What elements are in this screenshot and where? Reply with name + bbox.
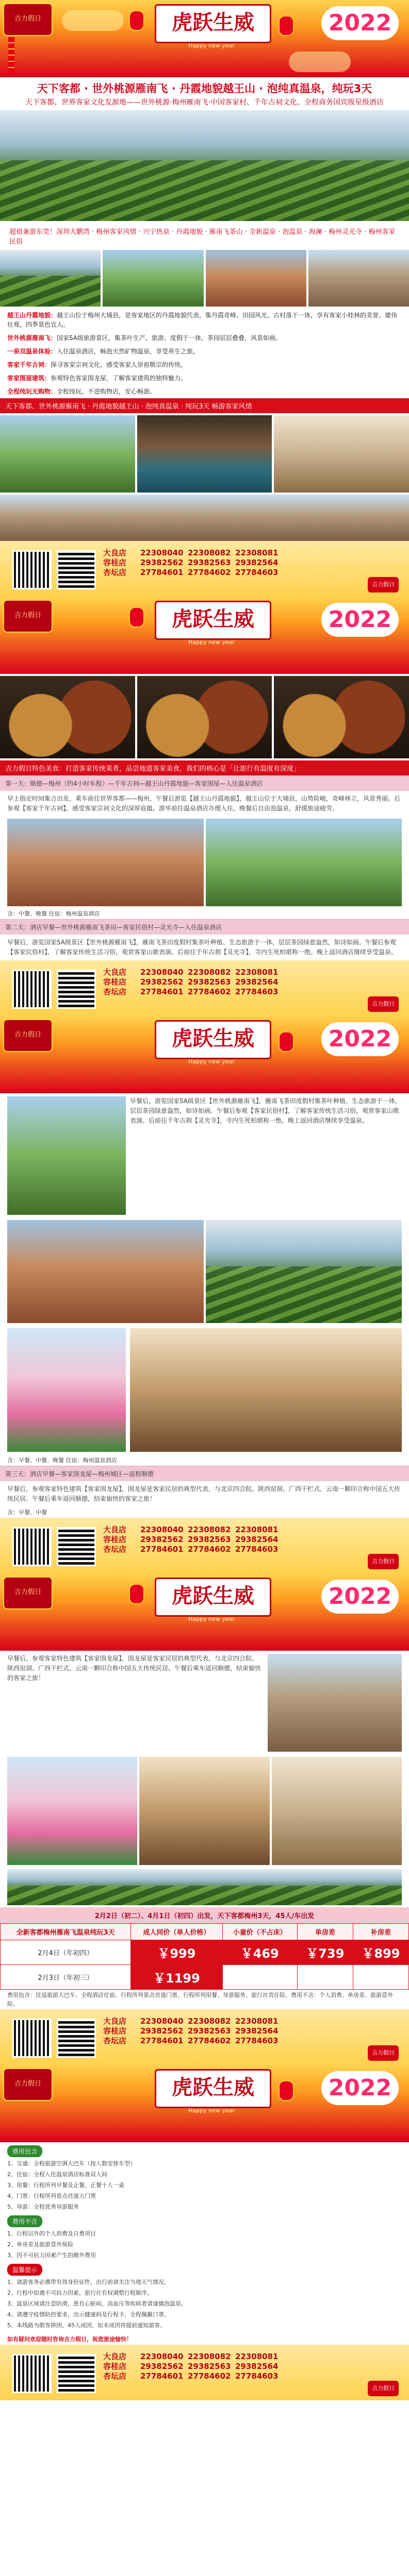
brand-logo: 吉力假日: [368, 2045, 399, 2061]
day1-meals: 含：中餐、晚餐 住宿：梅州温泉酒店: [7, 910, 100, 917]
intro-list: [0, 309, 409, 398]
day3-block: [0, 1651, 409, 1755]
lantern-icon: [129, 10, 144, 31]
lantern-icon: [279, 15, 294, 36]
phone-number[interactable]: 27784602: [188, 987, 231, 996]
price-row: [1, 1940, 409, 1965]
phone-number[interactable]: 22308040: [140, 548, 184, 557]
scenic-photo: [206, 1220, 402, 1323]
store-label: 容桂店: [103, 977, 127, 987]
phone-number[interactable]: 27784602: [188, 2371, 231, 2381]
store-label: 容桂店: [103, 2026, 127, 2036]
food-photos: [0, 674, 409, 760]
contact-footer: [0, 1518, 409, 1573]
day2-meals: 含：早餐、中餐、晚餐 住宿：梅州温泉酒店: [7, 1457, 117, 1464]
brand-badge: 吉力假日: [3, 1577, 53, 1609]
qr-code[interactable]: [57, 2019, 96, 2058]
banner-subtitle: Happy new year: [188, 2107, 235, 2114]
danxia-photo: [7, 819, 204, 906]
brand-logo: 吉力假日: [368, 1554, 399, 1569]
banner-title: 虎跃生威: [155, 1020, 271, 1059]
banner-subtitle: Happy new year: [188, 639, 235, 646]
remind-item: 4、请遵守疫情防控要求，出示健康码及行程卡，全程佩戴口罩。: [7, 2311, 170, 2318]
intro-text: 越王山位于梅州大埔县，是客家地区的丹霞地貌代表，集丹霞奇峰、田园风光、古村落于一体，享有客家小桂林的美誉，雄伟壮观，四季景色宜人。: [7, 312, 398, 328]
day2-block2: [0, 1325, 409, 1455]
brand-logo: 吉力假日: [368, 2381, 399, 2396]
intro-text: 探寻客家宗祠文化，感受客家人崇祖敬宗的传统。: [51, 361, 187, 368]
contact-footer: [0, 2345, 409, 2400]
banner-year: 2022: [321, 2071, 399, 2105]
intro-item: [0, 331, 409, 345]
remind-item: 2、行程中如遇不可抗力因素，旅行社有权调整行程顺序。: [7, 2290, 153, 2296]
festival-banner: [0, 0, 409, 77]
intro-text: 国家5A级旅游景区，集茶叶生产、旅游、度假于一体，茶园层层叠叠，风景如画。: [57, 334, 282, 342]
day1-text: 早上指定时间集合出发，乘车前往世界客都——梅州，午餐后游览【越王山丹霞地貌】，越王山位于大埔县，山势险峻，奇峰林立，风景秀丽。后参观【客家千年古祠】，感受客家宗祠文化的深厚底蕴。游毕前往温泉酒店办理入住，晚餐后自由泡温泉，舒缓旅途疲劳。: [7, 795, 401, 812]
store-label: 大良店: [103, 2016, 127, 2026]
tea-garden-photo: [0, 110, 409, 221]
flower-photo: [7, 1757, 137, 1865]
phone-number[interactable]: 27784602: [188, 1545, 231, 1554]
phone-number[interactable]: 29382563: [188, 558, 231, 567]
phone-number[interactable]: 22308082: [188, 548, 231, 557]
phone-number[interactable]: 29382563: [188, 977, 231, 987]
intro-item: [0, 309, 409, 331]
phone-number[interactable]: 27784601: [140, 2036, 184, 2045]
festival-banner: [0, 2065, 409, 2142]
include-item: 4、门票：行程所列景点首道大门票: [7, 2193, 96, 2199]
store-label: 大良店: [103, 2352, 127, 2361]
remind-item: 5、本线路为散客拼团，45人成团，如未成团将提前通知游客。: [7, 2322, 166, 2329]
phone-number[interactable]: 22308040: [140, 2016, 184, 2026]
food-photo: [274, 676, 409, 758]
hero-title: 天下客都 · 世外桃源雁南飞 · 丹霞地貌越王山 · 泡纯真温泉，纯玩3天: [0, 77, 409, 97]
exclude-heading: 费用不含: [7, 2215, 42, 2227]
phone-number[interactable]: 27784603: [235, 1545, 279, 1554]
qr-code[interactable]: [57, 2354, 96, 2393]
section-notice: [0, 2065, 409, 2345]
phone-table: [103, 548, 283, 578]
temple-photo: [7, 1096, 126, 1215]
banner-year: 2022: [321, 603, 399, 637]
phone-number[interactable]: 27784601: [140, 568, 184, 577]
hotel-photos: [0, 413, 409, 495]
strip-photo: [308, 250, 409, 307]
phone-number[interactable]: 29382564: [235, 2362, 279, 2371]
hotel-photo: [0, 415, 135, 493]
ancestral-hall-photo: [206, 819, 402, 906]
banner-title: 虎跃生威: [155, 1578, 271, 1617]
food-bar: 吉力假日特色美食：打造客家传统菜肴，品尝地道客家美食，我们的核心是「让旅行有温度有深度」: [0, 760, 409, 775]
intro-text: 全程纯玩，不进购物店，安心畅游。: [57, 388, 156, 395]
phone-number[interactable]: 22308081: [235, 1525, 279, 1534]
phone-number[interactable]: 22308040: [140, 1525, 184, 1534]
col-single: 单房差: [297, 1924, 353, 1940]
phone-number[interactable]: 29382563: [188, 2026, 231, 2036]
intro-text: 入住温泉酒店，畅泡天然矿物温泉，享受养生之旅。: [57, 348, 200, 355]
garden-photo: [7, 1328, 126, 1452]
day3-header: 第三天：酒店早餐—客家围龙屋—梅州城区—返程顺德: [0, 1466, 409, 1481]
intro-label: 越王山丹霞地貌：: [7, 312, 57, 319]
qr-code[interactable]: [12, 2019, 52, 2058]
phone-number[interactable]: 29382562: [140, 558, 184, 567]
exclude-item: 3、因不可抗力因素产生的额外费用: [7, 2252, 96, 2259]
phone-table: [103, 1525, 283, 1554]
day2-text: 早餐后，游览国家5A级景区【世外桃源雁南飞】，雁南飞茶田度假村集茶叶种植、生态旅游于一体，层层茶园绿意盎然，如诗如画。午餐后参观【客家民俗村】，了解客家传统生活习俗，观赏客家山歌表演。后前往千年古刹【灵光寺】，寺内生死柏堪称一绝。晚上返回酒店继续享受温泉。: [7, 939, 398, 956]
day2-block: [0, 1093, 409, 1218]
intro-label: 客家围屋建筑：: [7, 375, 51, 382]
intro-text: 参观特色客家围龙屋，了解客家建筑的独特魅力。: [51, 375, 187, 382]
store-label: 容桂店: [103, 2362, 127, 2371]
intro-label: 世外桃源雁南飞：: [7, 334, 57, 342]
contact-footer: [0, 541, 409, 597]
section-day2: [0, 1016, 409, 1518]
phone-number[interactable]: 27784601: [140, 2371, 184, 2381]
phone-number[interactable]: 27784601: [140, 987, 184, 996]
store-label: 杏坛店: [103, 568, 127, 577]
scenic-photo: [7, 1220, 204, 1323]
phone-number[interactable]: 29382562: [140, 2362, 184, 2371]
price-child: [222, 1965, 297, 1990]
lantern-icon: [279, 2080, 294, 2101]
price-adult: ￥1199: [131, 1965, 222, 1990]
brand-badge: 吉力假日: [3, 600, 53, 633]
contact-footer: [0, 960, 409, 1016]
price-single: [297, 1965, 353, 1990]
phone-number[interactable]: 29382562: [140, 977, 184, 987]
phone-number[interactable]: 29382564: [235, 1535, 279, 1544]
day3-text: 早餐后，参观客家特色建筑【客家围龙屋】，围龙屋是客家民居的典型代表，与北京四合院、陕西窑洞、广西干栏式、云南一颗印合称中国五大传统民居。午餐后乘车返回顺德，结束愉快的客家之旅！: [7, 1485, 401, 1502]
strip-photo: [103, 250, 203, 307]
banner-title: 虎跃生威: [155, 601, 271, 640]
brand-badge: 吉力假日: [3, 1019, 53, 1052]
phone-number[interactable]: 22308082: [188, 2016, 231, 2026]
contact-footer: [0, 2009, 409, 2065]
hall-photo: [139, 1757, 269, 1865]
day3-photos: [0, 1755, 409, 1867]
day3-detail: 早餐后，参观客家特色建筑【客家围龙屋】，围龙屋是客家民居的典型代表，与北京四合院、陕西窑洞、广西干栏式、云南一颗印合称中国五大传统民居。午餐后乘车返回顺德，结束愉快的客家之旅！: [7, 1655, 261, 1682]
phone-table: [103, 2352, 283, 2381]
price-note: 费用包含：往返旅游大巴车、全程酒店住宿、行程所列景点首道门票、行程所列用餐、导游服务、旅行社责任险。费用不含：个人消费、单房差、旅游意外险。: [7, 1992, 393, 2007]
phone-number[interactable]: 22308081: [235, 2016, 279, 2026]
brand-badge: 吉力假日: [3, 2068, 53, 2101]
phone-number[interactable]: 27784601: [140, 1545, 184, 1554]
closing-text: 如有疑问欢迎随时咨询吉力假日，祝您旅途愉快！: [7, 2336, 132, 2343]
intro-item: [0, 345, 409, 358]
phone-table: [103, 968, 283, 997]
section-day3: [0, 1573, 409, 2009]
banner-subtitle: Happy new year: [188, 1058, 235, 1065]
food-photo: [137, 676, 272, 758]
day1-header: 第一天：顺德—梅州（约4小时车程）—千年古祠—越王山丹霞地貌—客家围屋—入住温泉酒店: [0, 775, 409, 791]
store-label: 大良店: [103, 1525, 127, 1534]
intro-label: 一泉双温泉体验：: [7, 348, 57, 355]
section-food: [0, 597, 409, 960]
phone-number[interactable]: 27784602: [188, 568, 231, 577]
banner-year: 2022: [321, 1022, 399, 1056]
brand-logo: 吉力假日: [368, 577, 399, 592]
day2-photos: [0, 1218, 409, 1325]
banner-title: 虎跃生威: [155, 4, 271, 43]
price-date: 2月4日（年初四）: [1, 1940, 131, 1965]
lantern-icon: [279, 1031, 294, 1052]
price-adult: ￥999: [131, 1940, 222, 1965]
photo-strip: [0, 248, 409, 309]
festival-banner: [0, 1016, 409, 1093]
phone-number[interactable]: 22308082: [188, 2352, 231, 2361]
qr-code[interactable]: [12, 970, 52, 1009]
phone-table: [103, 2016, 283, 2046]
banner-year: 2022: [321, 6, 399, 40]
intro-item: [0, 358, 409, 371]
store-label: 容桂店: [103, 558, 127, 567]
phone-number[interactable]: 22308082: [188, 1525, 231, 1534]
phone-number[interactable]: 27784602: [188, 2036, 231, 2045]
qr-code[interactable]: [12, 2354, 52, 2393]
intro-label: 客家千年古祠：: [7, 361, 51, 368]
phone-number[interactable]: 29382564: [235, 2026, 279, 2036]
day1-photos: [0, 817, 409, 908]
room-photo: [274, 415, 409, 493]
hero-route: 超值兼游东莞！深圳大鹏湾 · 梅州客家风情 · 兴宁热泉 · 丹霞地貌 · 雁南飞茶山 · 全新温泉 · 泡温泉 · 海澜 · 梅州灵光寺 · 梅州客家民俗: [0, 224, 409, 248]
brand-badge: 吉力假日: [3, 3, 53, 36]
price-header-row: [1, 1924, 409, 1940]
phone-number[interactable]: 29382564: [235, 977, 279, 987]
strip-photo: [206, 250, 306, 307]
include-item: 3、用餐：行程所列早餐及正餐，正餐十人一桌: [7, 2182, 124, 2189]
phone-number[interactable]: 22308040: [140, 968, 184, 977]
cloud-decoration: [289, 52, 351, 72]
festival-banner: [0, 597, 409, 674]
section-top: [0, 0, 409, 541]
remind-item: 1、请游客务必携带有效身份证件，出行前请关注当地天气情况。: [7, 2279, 170, 2285]
include-item: 5、导游：全程优秀导游服务: [7, 2204, 79, 2210]
remind-item: 3、温泉区域请注意防滑，患有心脏病、高血压等疾病者请谨慎泡温泉。: [7, 2300, 187, 2307]
landscape-photo: [0, 495, 409, 541]
food-photo: [0, 676, 135, 758]
price-extra: ￥899: [353, 1940, 408, 1965]
qr-code[interactable]: [57, 550, 96, 589]
lantern-icon: [129, 1584, 144, 1604]
store-label: 容桂店: [103, 1535, 127, 1544]
price-table: [0, 1923, 409, 1990]
intro-item: [0, 385, 409, 398]
cloud-decoration: [62, 10, 124, 31]
intro-item: [0, 371, 409, 385]
store-label: 杏坛店: [103, 2036, 127, 2045]
price-single: ￥739: [297, 1940, 353, 1965]
include-item: 2、住宿：全程入住温泉酒店标准双人间: [7, 2171, 107, 2178]
banner-year: 2022: [321, 1580, 399, 1614]
phone-number[interactable]: 29382563: [188, 2362, 231, 2371]
festival-banner: [0, 1573, 409, 1651]
price-date: 2月3日（年初三）: [1, 1965, 131, 1990]
price-row: [1, 1965, 409, 1990]
exclude-item: 2、单房差及旅游意外保险: [7, 2241, 73, 2248]
store-label: 杏坛店: [103, 2371, 127, 2381]
remind-heading: 温馨提示: [7, 2264, 42, 2276]
scenery-strip: [7, 1869, 402, 1905]
village-photo: [130, 1328, 402, 1452]
price-child: ￥469: [222, 1940, 297, 1965]
house-photo: [272, 1757, 402, 1865]
phone-number[interactable]: 27784603: [235, 987, 279, 996]
day2-detail: 早餐后，游览国家5A级景区【世外桃源雁南飞】，雁南飞茶田度假村集茶叶种植、生态旅游于一体，层层茶园绿意盎然，如诗如画。午餐后参观【客家民俗村】，了解客家传统生活习俗，观赏客家山歌表演。后前往千年古刹【灵光寺】，寺内生死柏堪称一绝。晚上返回酒店继续享受温泉。: [130, 1097, 401, 1124]
col-adult: 成人同价（单人价格）: [131, 1924, 222, 1940]
phone-number[interactable]: 27784603: [235, 2371, 279, 2381]
banner-subtitle: Happy new year: [188, 42, 235, 49]
hero-subtitle: 天下客都、世界客家文化发源地——世外桃源·梅州雁南飞·中国客家村、千年古祠文化、全程商务国宾级星级酒店: [25, 98, 384, 107]
banner-title: 虎跃生威: [155, 2069, 271, 2108]
col-extra: 补房差: [353, 1924, 408, 1940]
day2-header: 第二天：酒店早餐—世外桃源雁南飞茶田—客家民俗村—灵光寺—入住温泉酒店: [0, 919, 409, 935]
store-label: 杏坛店: [103, 987, 127, 996]
banner-subtitle: Happy new year: [188, 1616, 235, 1622]
brand-logo: 吉力假日: [368, 996, 399, 1012]
price-caption: 2月2日（初二）、4月1日（初四）出发，天下客都梅州3天，45人/车出发: [0, 1907, 409, 1923]
qr-code[interactable]: [57, 970, 96, 1009]
store-label: 大良店: [103, 548, 127, 557]
day3-meals: 含：早餐、中餐: [7, 1509, 47, 1516]
phone-number[interactable]: 29382563: [188, 1535, 231, 1544]
strip-photo: [0, 250, 101, 307]
qr-code[interactable]: [57, 1527, 96, 1566]
pool-photo: [137, 415, 272, 493]
phone-number[interactable]: 22308081: [235, 2352, 279, 2361]
store-label: 大良店: [103, 968, 127, 977]
phone-number[interactable]: 27784603: [235, 568, 279, 577]
town-photo: [268, 1654, 402, 1752]
highlight-bar: 天下客都、世外桃源雁南飞 · 丹霞地貌越王山 · 泡纯真温泉 · 纯玩3天 畅游客家风情: [0, 398, 409, 413]
store-label: 杏坛店: [103, 1545, 127, 1554]
col-route: 全新客都梅州雁南飞温泉纯玩3天: [1, 1924, 131, 1940]
phone-number[interactable]: 29382562: [140, 1535, 184, 1544]
include-item: 1、交通：全程旅游空调大巴车（按人数安排车型）: [7, 2160, 136, 2167]
phone-number[interactable]: 29382562: [140, 2026, 184, 2036]
include-heading: 费用包含: [7, 2145, 42, 2157]
phone-number[interactable]: 22308081: [235, 968, 279, 977]
lantern-icon: [129, 607, 144, 628]
phone-number[interactable]: 22308082: [188, 968, 231, 977]
phone-number[interactable]: 27784603: [235, 2036, 279, 2045]
phone-number[interactable]: 22308040: [140, 2352, 184, 2361]
phone-number[interactable]: 22308081: [235, 548, 279, 557]
col-child: 小童价（不占床）: [222, 1924, 297, 1940]
firecracker-icon: [8, 37, 14, 73]
qr-code[interactable]: [12, 550, 52, 589]
exclude-item: 1、行程以外的个人消费及自费项目: [7, 2230, 96, 2237]
qr-code[interactable]: [12, 1527, 52, 1566]
phone-number[interactable]: 29382564: [235, 558, 279, 567]
intro-label: 全程纯玩无购物：: [7, 388, 57, 395]
price-extra: [353, 1965, 408, 1990]
